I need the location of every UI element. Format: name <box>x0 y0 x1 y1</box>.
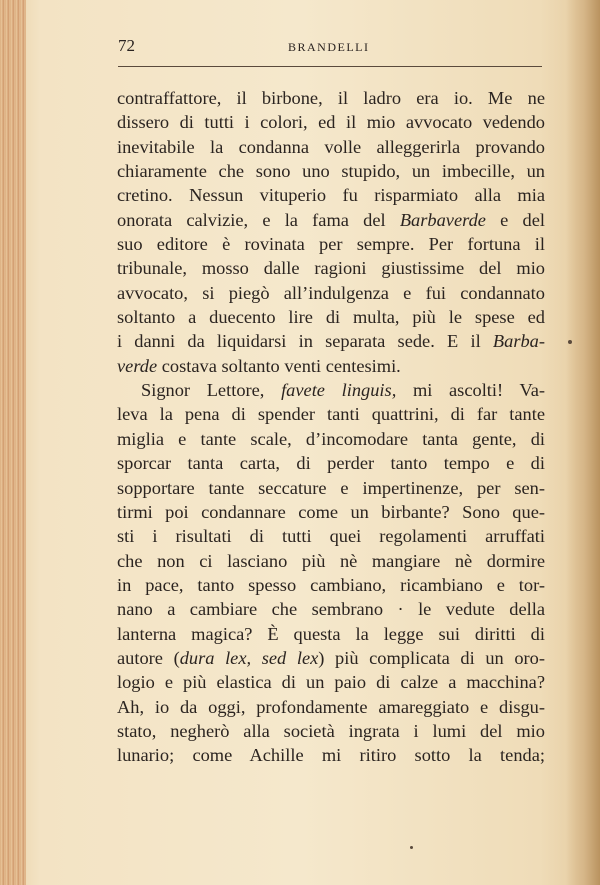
text-line <box>117 183 545 207</box>
header-rule <box>118 66 542 67</box>
text-run: tribunale, mosso dalle ragioni giustissime del mio <box>117 258 545 279</box>
text-line <box>117 281 545 305</box>
text-run: costava soltanto venti centesimi. <box>157 355 401 376</box>
text-line <box>117 427 545 451</box>
text-run: mi ascolti! Va- <box>396 380 545 401</box>
italic-text: Barbaverde <box>399 209 486 230</box>
text-line <box>117 305 545 329</box>
text-line <box>117 646 545 670</box>
text-run: stato, negherò alla società ingrata i lumi del mio <box>117 720 545 741</box>
text-run: in pace, tanto spesso cambiano, ricambiano e tor- <box>117 574 545 595</box>
text-run: Ah, io da oggi, profondamente amareggiato e disgu- <box>117 696 545 717</box>
italic-text: verde <box>117 355 158 376</box>
text-line <box>117 573 545 597</box>
text-line <box>117 476 545 500</box>
text-run: Signor Lettore, <box>141 380 282 401</box>
text-line <box>117 549 545 573</box>
text-run: lunario; come Achille mi ritiro sotto la tenda; <box>117 745 545 766</box>
text-line <box>117 378 545 402</box>
text-run: ) più complicata di un oro- <box>318 647 545 668</box>
text-run: lanterna magica? È questa la legge sui diritti di <box>117 623 545 644</box>
text-run: soltanto a duecento lire di multa, più le spese ed <box>117 307 545 328</box>
page-edge-right <box>566 0 600 885</box>
text-run: avvocato, si piegò all’indulgenza e fui condannato <box>117 282 545 303</box>
text-run: sopportare tante seccature e impertinenze, per sen- <box>117 477 545 498</box>
text-run: contraffattore, il birbone, il ladro era io. Me ne <box>117 88 545 108</box>
italic-text: dura lex, sed lex <box>179 647 319 668</box>
text-run: dissero di tutti i colori, ed il mio avvocato vedendo <box>117 112 545 133</box>
body-text <box>117 86 545 768</box>
text-run: chiaramente che sono uno stupido, un imbecille, un <box>117 161 545 182</box>
text-line <box>117 670 545 694</box>
running-title: BRANDELLI <box>288 40 370 54</box>
text-line <box>117 329 545 353</box>
text-run: tirmi poi condannare come un birbante? Sono que- <box>117 501 545 522</box>
text-line <box>117 232 545 256</box>
text-line <box>117 135 545 159</box>
text-run: autore ( <box>117 647 180 668</box>
text-line <box>117 451 545 475</box>
text-line <box>117 110 545 134</box>
page-edge-left <box>0 0 26 885</box>
ink-speck <box>568 340 572 344</box>
page-number: 72 <box>118 36 135 55</box>
text-run: che non ci lasciano più nè mangiare nè dormire <box>117 550 545 571</box>
page-header <box>118 36 542 66</box>
text-line <box>117 524 545 548</box>
text-line <box>117 695 545 719</box>
text-line <box>117 159 545 183</box>
text-line <box>117 402 545 426</box>
italic-text: Barba- <box>492 331 545 352</box>
text-run: sporcar tanta carta, di perder tanto tempo e di <box>117 453 545 474</box>
text-run: nano a cambiare che sembrano · le vedute della <box>117 599 545 620</box>
text-run: inevitabile la condanna volle alleggerirla provando <box>117 136 545 157</box>
text-run: suo editore è rovinata per sempre. Per fortuna il <box>117 234 545 255</box>
italic-text: favete linguis, <box>281 380 397 401</box>
text-run: cretino. Nessun vituperio fu risparmiato alla mia <box>117 185 545 206</box>
text-line <box>117 256 545 280</box>
text-line <box>117 597 545 621</box>
text-line <box>117 719 545 743</box>
text-run: i danni da liquidarsi in separata sede. E il <box>117 331 493 352</box>
text-line <box>117 354 545 378</box>
text-line <box>117 500 545 524</box>
text-run: sti i risultati di tutti quei regolamenti arruffati <box>117 526 545 547</box>
text-run: e del <box>485 209 545 230</box>
text-run: miglia e tante scale, d’incomodare tanta gente, di <box>117 428 545 449</box>
text-run: leva la pena di spender tanti quattrini, di far tante <box>117 404 545 425</box>
text-line <box>117 208 545 232</box>
text-line <box>117 622 545 646</box>
text-line <box>117 86 545 110</box>
ink-speck <box>410 846 413 849</box>
text-run: onorata calvizie, e la fama del <box>117 209 400 230</box>
text-line <box>117 743 545 767</box>
text-run: logio e più elastica di un paio di calze a macchina? <box>117 672 545 693</box>
